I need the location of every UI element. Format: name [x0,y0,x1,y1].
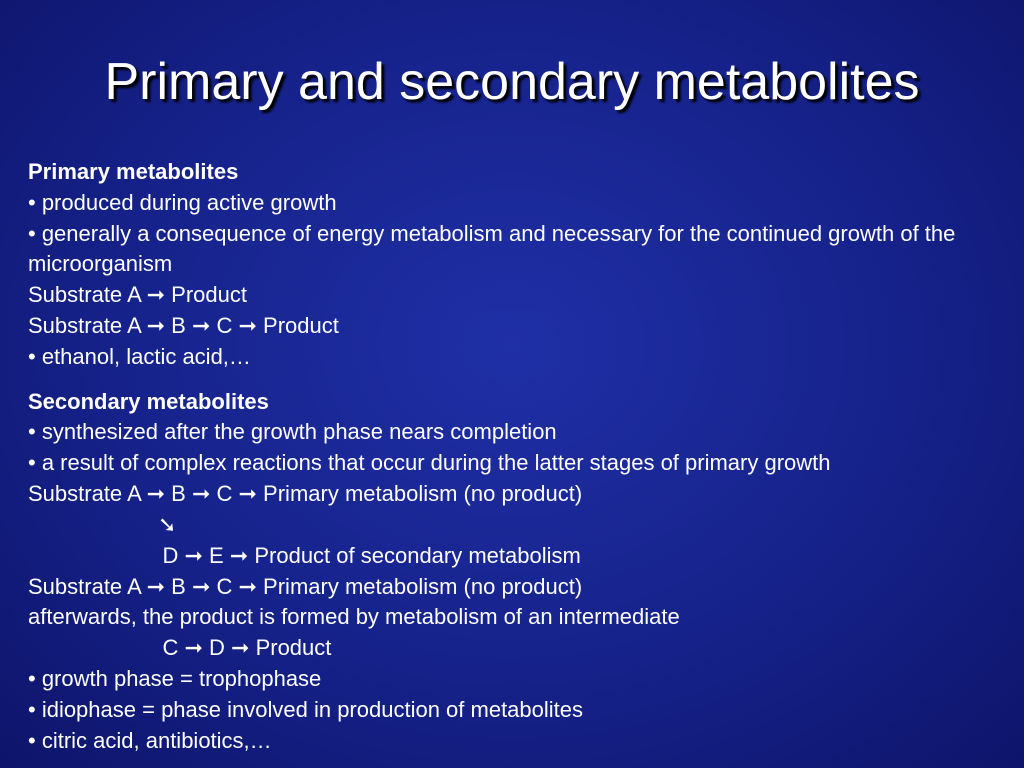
secondary-examples: • citric acid, antibiotics,… [28,727,272,753]
secondary-bullet-trophophase: • growth phase = trophophase [28,665,322,691]
primary-pathway-simple: Substrate A ➞ Product [28,282,248,308]
secondary-pathway-1: Substrate A ➞ B ➞ C ➞ Primary metabolism (no product) [28,480,583,506]
primary-bullet-energy: • generally a consequence of energy metabolism and necessary for the continued growth of the microorganism [28,220,956,277]
slide-title: Primary and secondary metabolites [104,53,920,111]
primary-pathway-chain: Substrate A ➞ B ➞ C ➞ Product [28,312,339,338]
secondary-bullet-complex: • a result of complex reactions that occur during the latter stages of primary growth [28,450,831,476]
secondary-pathway-2-branch: C ➞ D ➞ Product [28,635,332,661]
secondary-note: afterwards, the product is formed by metabolism of an intermediate [28,604,680,630]
secondary-heading: Secondary metabolites [28,388,269,414]
secondary-pathway-1-branch: D ➞ E ➞ Product of secondary metabolism [28,542,581,568]
secondary-bullet-synthesized: • synthesized after the growth phase nears completion [28,419,557,445]
branch-arrow-row [28,510,988,541]
primary-examples: • ethanol, lactic acid,… [28,343,251,369]
branch-arrow-icon: ➘ [158,511,177,537]
secondary-pathway-2: Substrate A ➞ B ➞ C ➞ Primary metabolism (no product) [28,573,583,599]
section-gap [28,373,988,387]
primary-bullet-growth: • produced during active growth [28,189,337,215]
secondary-bullet-idiophase: • idiophase = phase involved in production of metabolites [28,696,584,722]
slide-body [28,157,988,756]
primary-heading: Primary metabolites [28,159,239,184]
